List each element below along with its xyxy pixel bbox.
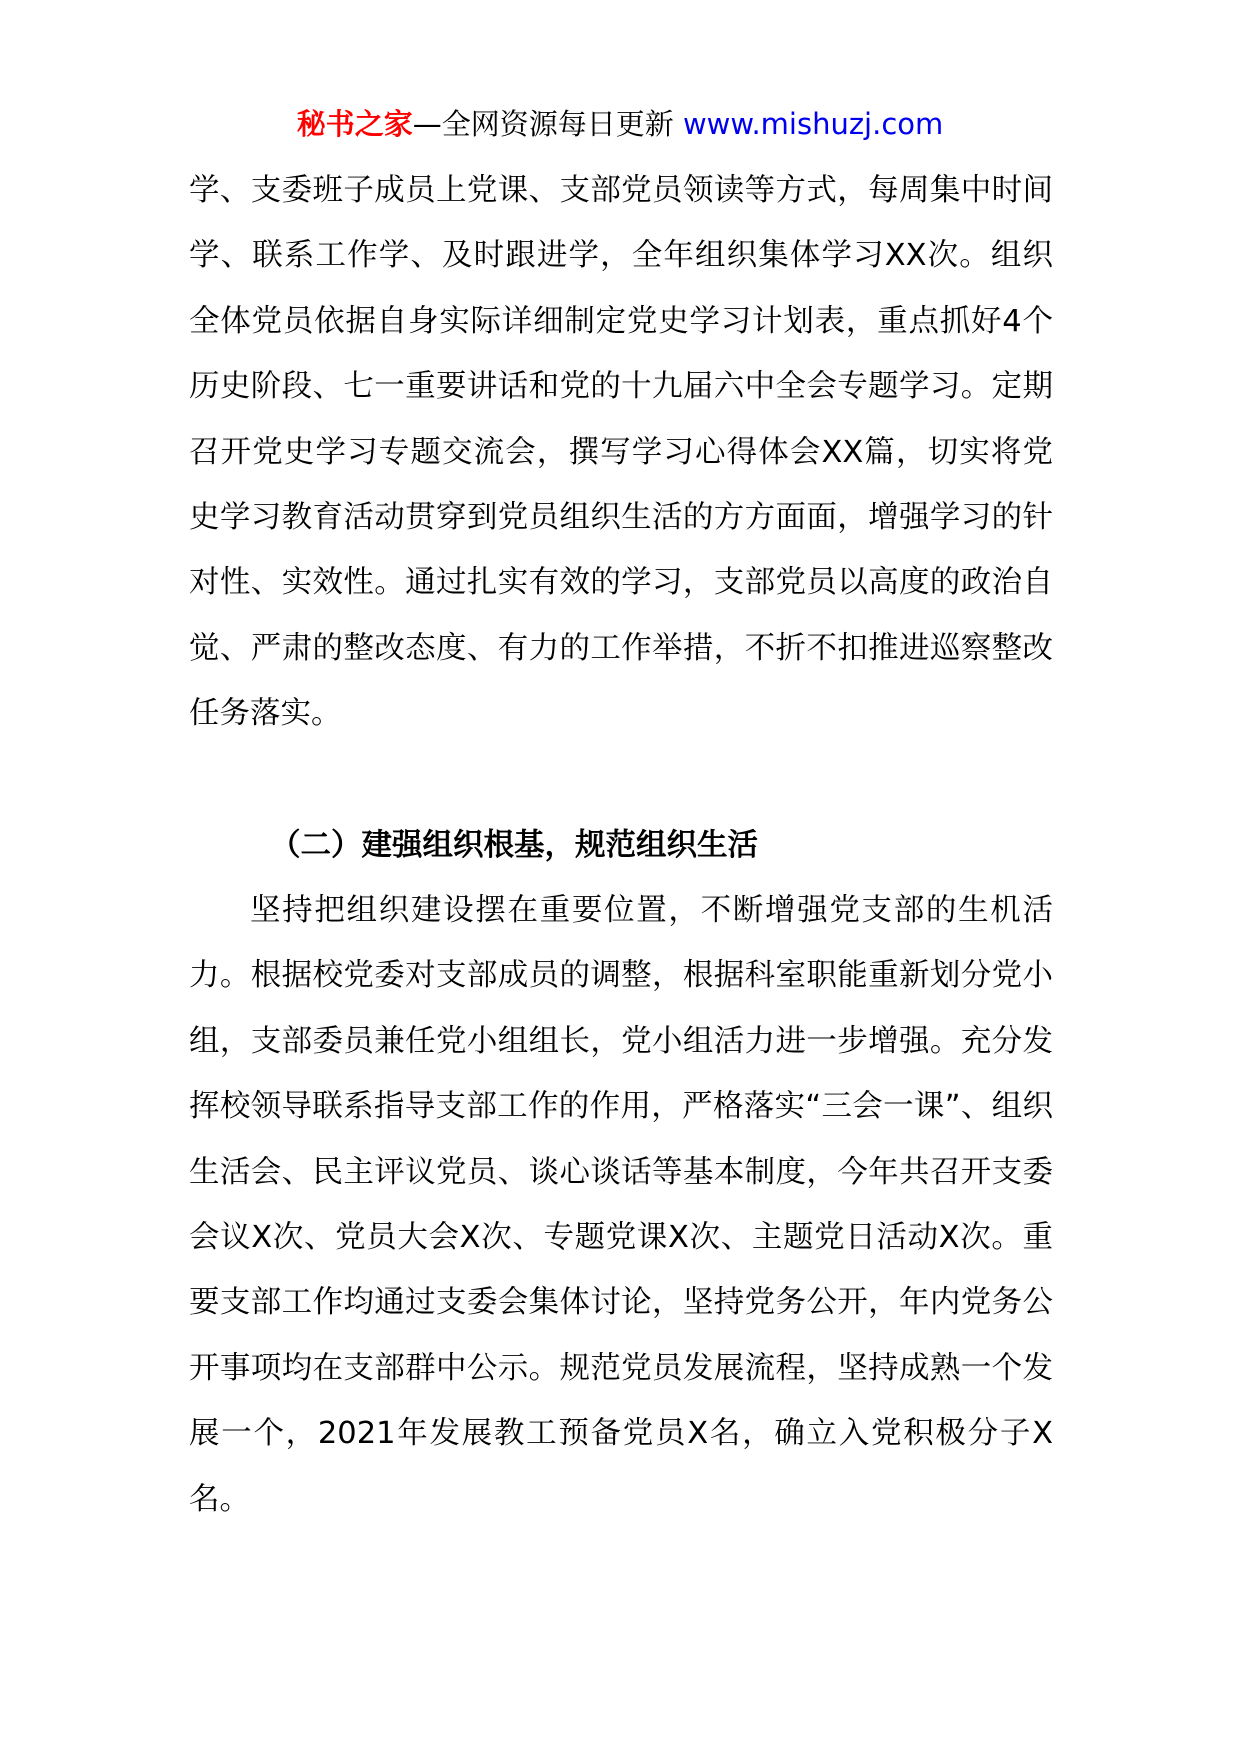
paragraph-organization: 坚持把组织建设摆在重要位置，不断增强党支部的生机活力。根据校党委对支部成员的调整，根据科室职能重新划分党小组，支部委员兼任党小组组长，党小组活力进一步增强。充分发挥校领导联系指导支部工作的作用，严格落实“三会一课”、组织生活会、民主评议党员、谈心谈话等基本制度，今年共召开支委会议X次、党员大会X次、专题党课X次、主题党日活动X次。重要支部工作均通过支委会集体讨论，坚持党务公开，年内党务公开事项均在支部群中公示。规范党员发展流程，坚持成熟一个发展一个，2021年发展教工预备党员X名，确立入党积极分子X名。 (189, 893, 1053, 1517)
header-tagline: —全网资源每日更新 (412, 107, 683, 141)
header-url-link[interactable]: www.mishuzj.com (682, 107, 944, 141)
section-heading: （二）建强组织根基，规范组织生活 (270, 828, 758, 863)
page-header (0, 102, 1240, 146)
brand-name: 秘书之家 (296, 107, 413, 141)
document-body-bottom (189, 878, 1053, 1532)
paragraph-continuation: 学、支委班子成员上党课、支部党员领读等方式，每周集中时间学、联系工作学、及时跟进学，全年组织集体学习XX次。组织全体党员依据自身实际详细制定党史学习计划表，重点抓好4个历史阶段、七一重要讲话和党的十九届六中全会专题学习。定期召开党史学习专题交流会，撰写学习心得体会XX篇，切实将党史学习教育活动贯穿到党员组织生活的方方面面，增强学习的针对性、实效性。通过扎实有效的学习，支部党员以高度的政治自觉、严肃的整改态度、有力的工作举措，不折不扣推进巡察整改任务落实。 (189, 173, 1053, 732)
document-body-top (189, 158, 1053, 747)
